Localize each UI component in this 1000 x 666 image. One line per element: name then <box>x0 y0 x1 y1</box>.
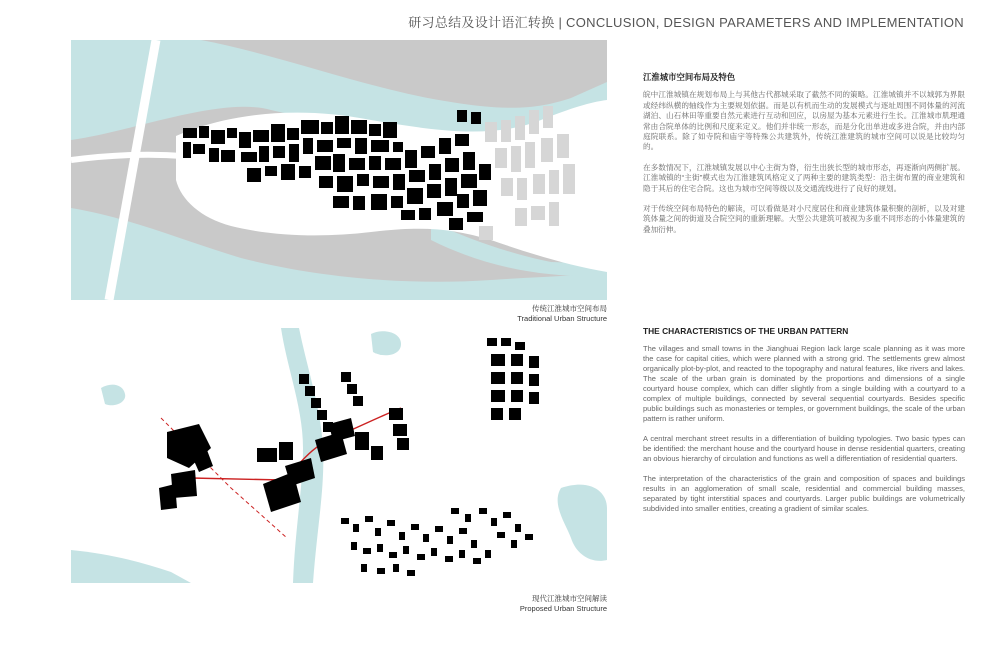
english-text-block <box>643 326 965 524</box>
english-paragraph: The villages and small towns in the Jianghuai Region lack large scale planning as it was more the case for capital cities, which were planned with a strong grid. The settlements grew almost organically plot-by-plot, and reacted to the topography and natural features, like rivers and lakes. The scale of the urban grain is dominated by the proportions and dimensions of a single courtyard house complex, which can differ slightly from a single building with a courtyard to a complex of multiple buildings, connected by several sequential courtyards. Besides specific public buildings such as monasteries or temples, or government buildings, the scale of the urban pattern is rather uniform. <box>643 344 965 424</box>
proposed-urban-map <box>71 328 607 583</box>
chinese-paragraph: 对于传统空间布局特色的解读，可以看做是对小尺度居住和商业建筑体量积聚的剖析，以及对建筑体量之间的街道及合院空间的重新理解。大型公共建筑可被视为多重不同形态的小体量建筑的叠加衍伸。 <box>643 204 965 234</box>
caption-en: Traditional Urban Structure <box>517 314 607 323</box>
caption-cn: 传统江淮城市空间布局 <box>532 304 607 313</box>
proposed-buildings <box>159 338 539 576</box>
chinese-text-block <box>643 72 965 245</box>
english-paragraph: A central merchant street results in a differentiation of building typologies. Two basic types can be identified: the merchant house and the courtyard house in dense residential quarters, creating an obvious hierarchy of circulation and functions as well a differentiation of residential quarters. <box>643 434 965 464</box>
english-heading: THE CHARACTERISTICS OF THE URBAN PATTERN <box>643 326 849 336</box>
traditional-urban-map <box>71 40 607 300</box>
lake-right <box>558 485 607 561</box>
river-bottom-left <box>71 550 191 583</box>
proposed-map-caption <box>520 594 607 614</box>
page-title: 研习总结及设计语汇转换 | CONCLUSION, DESIGN PARAMETERS AND IMPLEMENTATION <box>408 15 964 30</box>
chinese-paragraph: 在多数情况下，江淮城镇发展以中心主街为脊，衍生出狭长型的城市形态，再逐渐向两侧扩展。江淮城镇的“主街”模式也为江淮建筑风格定义了两种主要的建筑类型：沿主街布置的商业建筑和隐于其后的住宅合院。这也为城市空间等级以及交通流线进行了良好的规划。 <box>643 162 965 193</box>
road-horizontal <box>71 155 221 160</box>
chinese-paragraph: 皖中江淮城镇在规划布局上与其他古代都城采取了截然不同的策略。江淮城镇并不以城郭为界限或经纬纵横的轴线作为主要规划依据。而是以有机而生动的发展模式与逐址周围不同体量的河流湖泊、山石林田等重要自然元素进行互动和回应，以房屋为基本元素进行生长。江淮城市肌理通常由合院单体的比例和尺度来定义。他们并非统一形态，而是分化出单进或多进合院，并由内部庭院联系。除了如寺院和庙宇等特殊公共建筑外，传统江淮建筑的城市空间可以说是比较均匀的。 <box>643 90 965 152</box>
traditional-map-caption <box>517 304 607 324</box>
caption-cn: 现代江淮城市空间解读 <box>532 594 607 603</box>
english-paragraph: The interpretation of the characteristics of the grain and composition of spaces and buildings results in an agglomeration of small scale, residential and commercial building masses, separated by tight interstitial spaces and courtyards. Larger public buildings are volumetrically subdivided into smaller entities, creating a gradient of similar scales. <box>643 474 965 514</box>
caption-en: Proposed Urban Structure <box>519 604 607 613</box>
chinese-heading: 江淮城市空间布局及特色 <box>643 72 736 82</box>
lake-top <box>371 331 401 355</box>
pond-left <box>101 385 125 406</box>
